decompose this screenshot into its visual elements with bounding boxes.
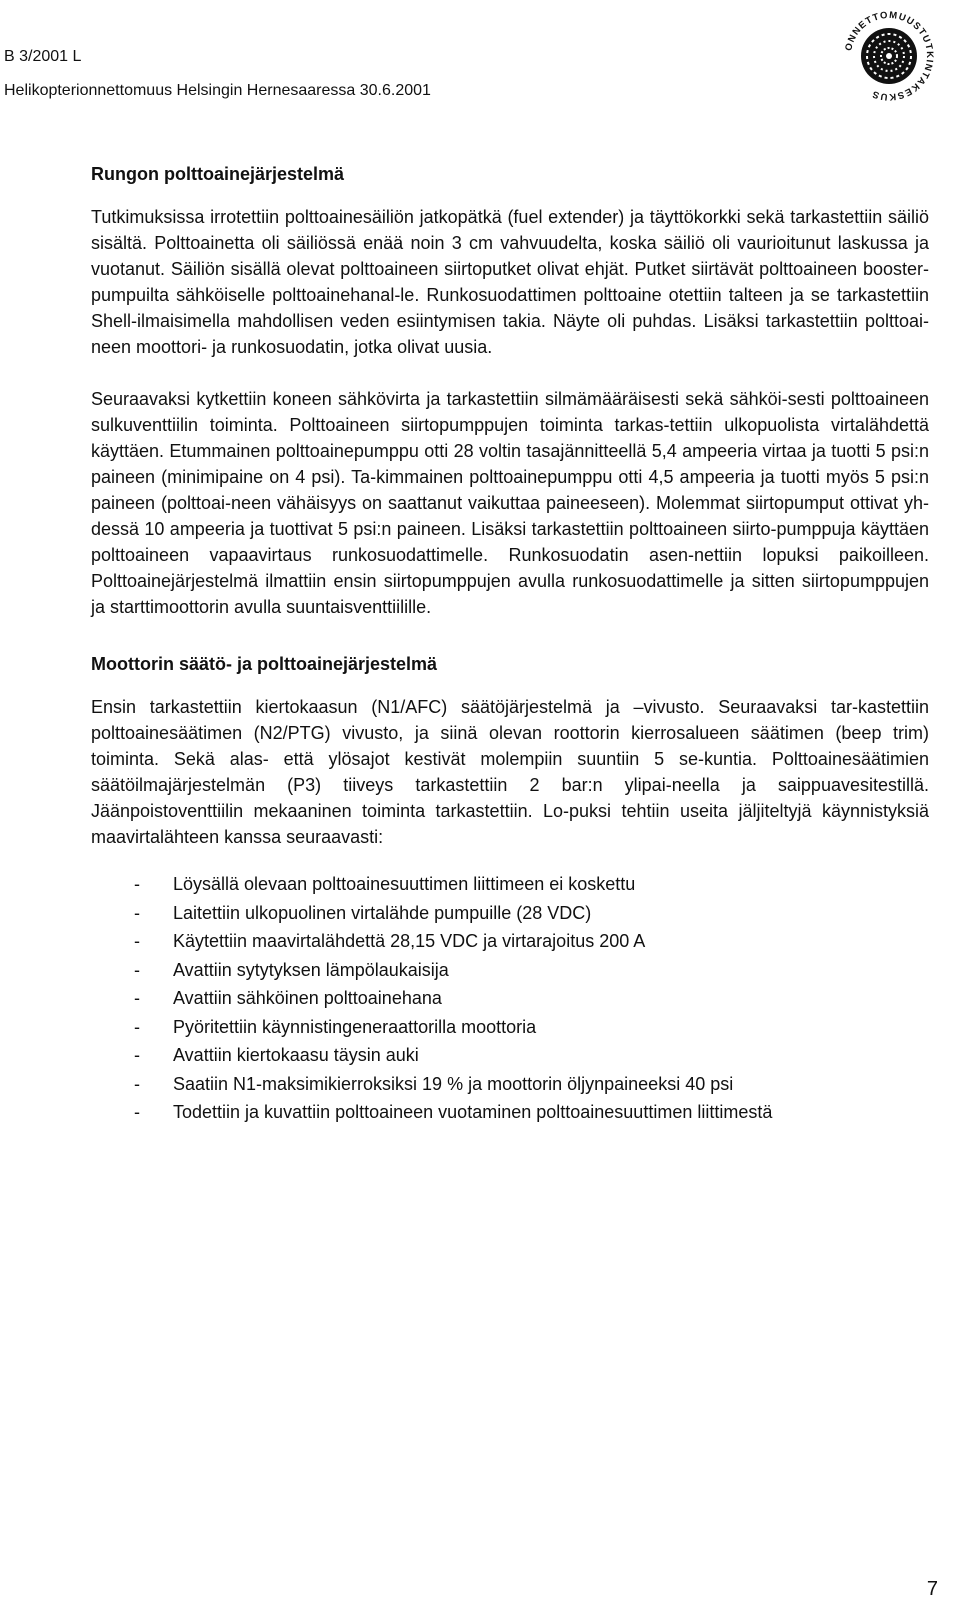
list-item: - Todettiin ja kuvattiin polttoaineen vuotaminen polttoainesuuttimen liittimestä <box>91 1098 929 1127</box>
paragraph: Seuraavaksi kytkettiin koneen sähkövirta ja tarkastettiin silmämääräisesti sekä sähköi-sesti polttoaineen sulkuventtiilin toiminta. Polttoaineen siirtopumppujen toiminta tarkas-tettiin ulkopuolista virtalähdettä käyttäen. Etummainen polttoainepumppu otti 28 voltin tasajännitteellä 5,4 ampeeria virtaa ja tuotti 5 psi:n paineen (minimipaine on 4 psi). Ta-kimmainen polttoainepumppu otti 4,5 ampeeria ja tuotti myös 5 psi:n paineen (polttoai-neen vähäisyys on saattanut vaikuttaa paineeseen). Molemmat siirtopumput ottivat yh-dessä 10 ampeeria ja tuottivat 5 psi:n paineen. Lisäksi tarkastettiin polttoaineen siirto-pumppuja käyttäen polttoaineen vapaavirtaus runkosuodattimelle. Runkosuodatin asen-nettiin lopuksi paikoilleen. Polttoainejärjestelmä ilmattiin ensin siirtopumppujen avulla runkosuodattimelle ja sitten siirtopumppujen ja starttimoottorin avulla suuntaisventtiilille. <box>91 389 929 617</box>
list-item: - Avattiin kiertokaasu täysin auki <box>91 1041 929 1070</box>
main-content <box>91 160 929 1127</box>
list-bullet: - <box>134 874 140 894</box>
section-heading-fuel-system: Rungon polttoainejärjestelmä <box>91 164 345 184</box>
list-item: - Laitettiin ulkopuolinen virtalähde pumpuille (28 VDC) <box>91 899 929 928</box>
list-item: - Avattiin sähköinen polttoainehana <box>91 984 929 1013</box>
list-item: - Pyöritettiin käynnistingeneraattorilla moottoria <box>91 1013 929 1042</box>
accident-investigation-board-logo <box>830 6 948 106</box>
list-bullet: - <box>134 1073 140 1094</box>
paragraph: Tutkimuksissa irrotettiin polttoainesäiliön jatkopätkä (fuel extender) ja täyttökorkki sekä tarkastettiin säiliö sisältä. Polttoainetta oli säiliössä enää noin 3 cm vahvuudelta, koska säiliö oli vaurioitunut laskussa ja vuotanut. Säiliön sisällä olevat polttoaineen siirtoputket olivat ehjät. Putket siirtävät polttoaineen booster-pumpuilta sähköiselle polttoainehanal-le. Runkosuodattimen polttoaine otettiin talteen ja se tarkastettiin Shell-ilmaisimella mahdollisen veden esiintymisen takia. Näyte oli puhdas. Lisäksi tarkastettiin polttoai-neen moottori- ja runkosuodatin, jotka olivat uusia. <box>91 207 929 357</box>
list-bullet: - <box>134 931 140 951</box>
list-item: - Saatiin N1-maksimikierroksiksi 19 % ja moottorin öljynpaineeksi 40 psi <box>91 1070 929 1099</box>
paragraph: Ensin tarkastettiin kiertokaasun (N1/AFC) säätöjärjestelmä ja –vivusto. Seuraavaksi tar-kastettiin polttoainesäätimen (N2/PTG) vivusto, ja siinä olevan roottorin kierrosalueen säätimen (beep trim) toiminta. Sekä alas- että ylösajot kestivät molempiin suuntiin 5 se-kuntia. Polttoainesäätimien säätöilmajärjestelmän (P3) tiiveys tarkastettiin 2 bar:n ylipai-neella ja saippuavesitestillä. Jäänpoistoventtiilin mekaaninen toiminta tarkastettiin. Lo-puksi tehtiin useita jäljiteltyjä käynnistyksiä maavirtalähteen kanssa seuraavasti: <box>91 697 929 847</box>
seal-text: ONNETTOMUUSTUTKINTAKESKUS <box>843 9 936 103</box>
page-number: 7 <box>926 1578 938 1600</box>
list-bullet: - <box>134 902 140 923</box>
page-header <box>4 40 764 108</box>
list-item: - Käytettiin maavirtalähdettä 28,15 VDC ja virtarajoitus 200 A <box>91 927 929 956</box>
report-title: Helikopterionnettomuus Helsingin Hernesaaressa 30.6.2001 <box>4 82 431 99</box>
list-item: - Avattiin sytytyksen lämpölaukaisija <box>91 956 929 985</box>
list-bullet: - <box>134 1016 140 1037</box>
report-id: B 3/2001 L <box>4 48 82 65</box>
section-heading-engine-control: Moottorin säätö- ja polttoainejärjestelmä <box>91 654 438 674</box>
list-bullet: - <box>134 959 140 980</box>
list-bullet: - <box>134 988 140 1008</box>
list-bullet: - <box>134 1045 140 1065</box>
list-item: - Löysällä olevaan polttoainesuuttimen liittimeen ei koskettu <box>91 870 929 899</box>
seal-spiral-icon <box>861 28 917 84</box>
list-bullet: - <box>134 1102 140 1122</box>
test-steps-list <box>91 870 929 1127</box>
